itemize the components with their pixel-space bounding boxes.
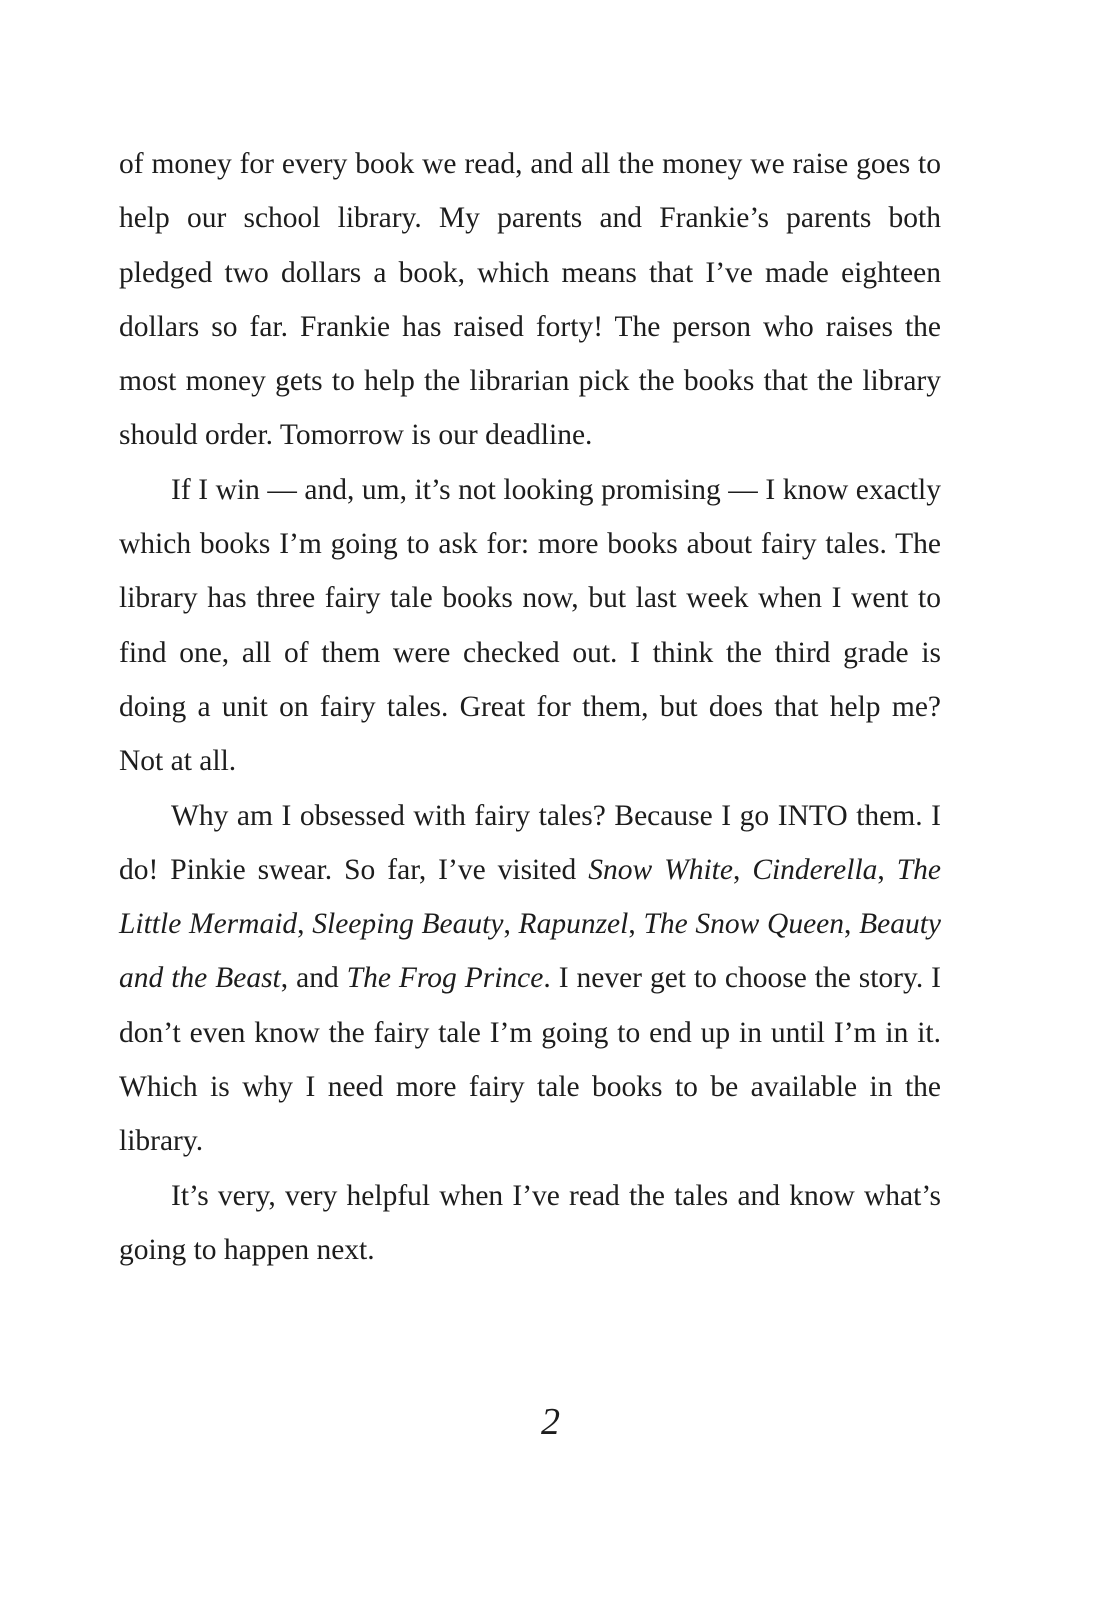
text-segment: , <box>297 908 313 941</box>
paragraph-3 <box>119 789 941 1169</box>
story-title: Beauty and the Beast <box>119 908 942 995</box>
page-number: 2 <box>541 1401 560 1443</box>
text-segment: . I never get to choose the story. I don’t even know the fairy tale I’m going to end up in until I’m in it. Which is why I need more fairy tale books to be available in the library. <box>119 962 941 1158</box>
paragraph-4 <box>119 1169 941 1278</box>
text-segment: , and <box>280 962 347 995</box>
text-segment: , <box>844 908 860 941</box>
story-title: Cinderella <box>752 853 878 886</box>
text-segment: of money for every book we read, and all the money we raise goes to help our school library. My parents and Frankie’s parents both pledged two dollars a book, which means that I’ve made eighteen dollars so far. Frankie has raised forty! The person who raises the most money gets to help the librarian pick the books that the library should order. Tomorrow is our deadline. <box>119 148 941 452</box>
story-title: The Snow Queen <box>643 908 845 941</box>
story-title: Snow White <box>588 853 733 886</box>
text-segment: , <box>503 908 519 941</box>
text-segment: If I win — and, um, it’s not looking promising — I know exactly which books I’m going to ask for: more books about fairy tales. The library has three fairy tale books now, but last week when I went to find one, all of them were checked out. I think the third grade is doing a unit on fairy tales. Great for them, but does that help me? Not at all. <box>119 473 941 778</box>
text-segment: It’s very, very helpful when I’ve read the tales and know what’s going to happen next. <box>119 1179 941 1266</box>
story-title: Sleeping Beauty <box>312 908 504 941</box>
text-segment: , <box>732 853 753 886</box>
story-title: The Frog Prince <box>346 962 544 995</box>
paragraph-1 <box>119 137 941 463</box>
story-title: The Little Mermaid <box>119 853 941 941</box>
text-segment: , <box>877 853 897 886</box>
text-segment: Why am I obsessed with fairy tales? Because I go INTO them. I do! Pinkie swear. So far, I’ve visited <box>119 799 941 886</box>
paragraph-2 <box>119 463 941 789</box>
text-segment: , <box>628 908 644 941</box>
body-text <box>119 137 941 1277</box>
story-title: Rapunzel <box>518 908 629 941</box>
